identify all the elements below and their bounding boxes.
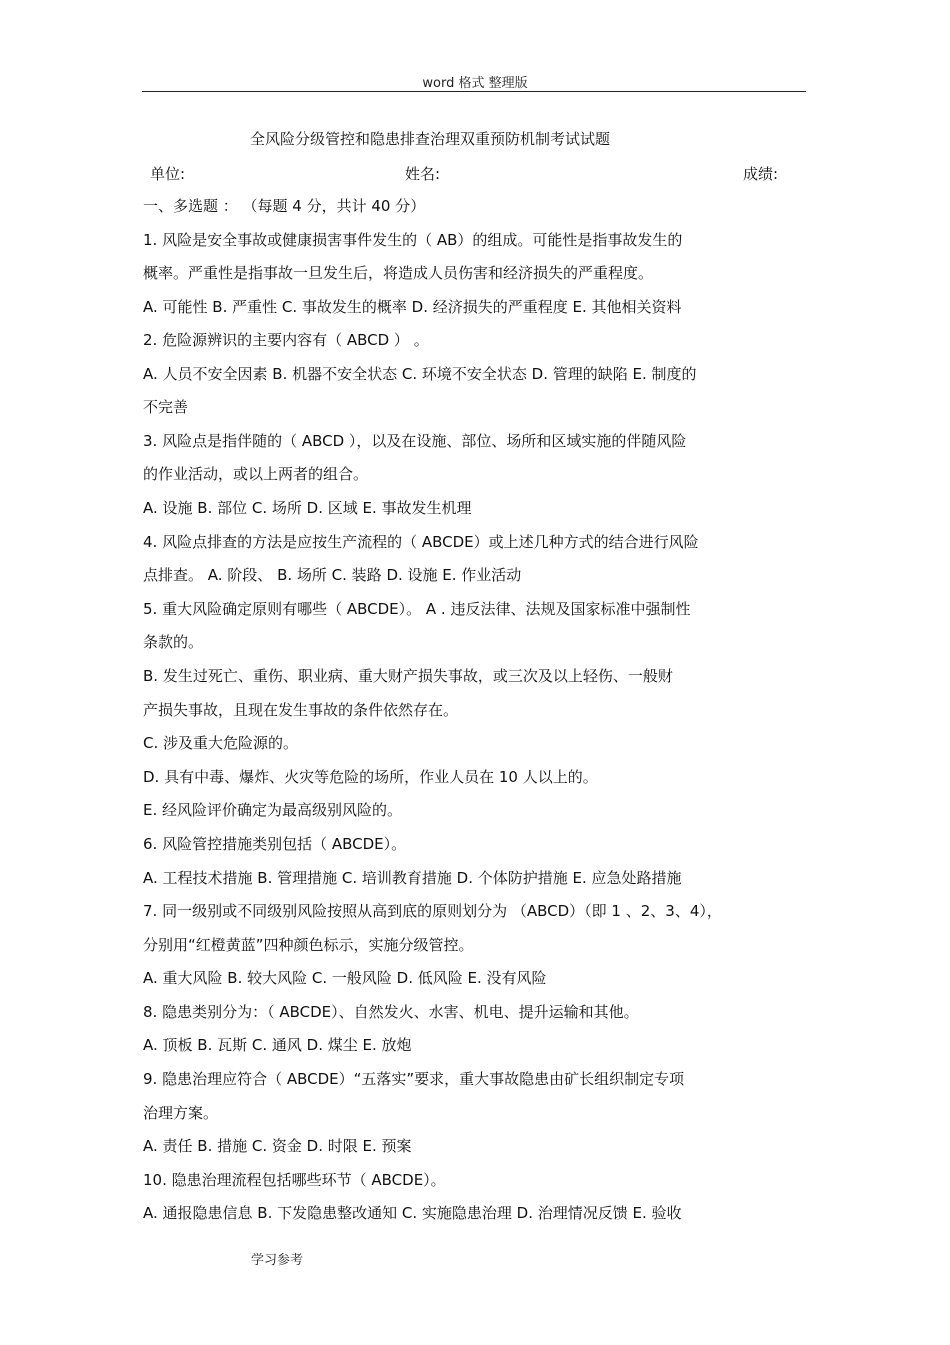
- text-line: 点排查。 A. 阶段、 B. 场所 C. 装路 D. 设施 E. 作业活动: [143, 566, 522, 584]
- unit-label: 单位:: [150, 165, 186, 183]
- text-line: A. 工程技术措施 B. 管理措施 C. 培训教育措施 D. 个体防护措施 E. 应急处路措施: [143, 869, 682, 887]
- text-line: A. 通报隐患信息 B. 下发隐患整改通知 C. 实施隐患治理 D. 治理情况反馈 E. 验收: [143, 1204, 682, 1222]
- text-line: 条款的。: [143, 633, 204, 651]
- text-line: 4. 风险点排查的方法是应按生产流程的（ ABCDE）或上述几种方式的结合进行风险: [143, 533, 699, 551]
- text-line: A. 人员不安全因素 B. 机器不安全状态 C. 环境不安全状态 D. 管理的缺陷 E. 制度的: [143, 365, 697, 383]
- header-divider: [142, 91, 806, 92]
- text-line: 9. 隐患治理应符合（ ABCDE）“五落实”要求，重大事故隐患由矿长组织制定专项: [143, 1070, 685, 1088]
- text-line: A. 重大风险 B. 较大风险 C. 一般风险 D. 低风险 E. 没有风险: [143, 969, 547, 987]
- text-line: 2. 危险源辨识的主要内容有（ ABCD ） 。: [143, 331, 429, 349]
- text-line: A. 责任 B. 措施 C. 资金 D. 时限 E. 预案: [143, 1137, 412, 1155]
- text-line: 产损失事故，且现在发生事故的条件依然存在。: [143, 701, 459, 719]
- text-line: B. 发生过死亡、重伤、职业病、重大财产损失事故，或三次及以上轻伤、一般财: [143, 667, 673, 685]
- page-title: 全风险分级管控和隐患排查治理双重预防机制考试试题: [250, 130, 611, 148]
- text-line: 一、多选题 ： （每题 4 分，共计 40 分）: [143, 197, 426, 215]
- text-line: 分别用“红橙黄蓝”四种颜色标示，实施分级管控。: [143, 936, 474, 954]
- text-line: D. 具有中毒、爆炸、火灾等危险的场所，作业人员在 10 人以上的。: [143, 768, 598, 786]
- text-line: A. 顶板 B. 瓦斯 C. 通风 D. 煤尘 E. 放炮: [143, 1036, 412, 1054]
- page-footer: 学习参考: [251, 1253, 304, 1268]
- text-line: 5. 重大风险确定原则有哪些（ ABCDE）。 A . 违反法律、法规及国家标准中强制性: [143, 600, 691, 618]
- text-line: C. 涉及重大危险源的。: [143, 734, 299, 752]
- text-line: 不完善: [143, 398, 189, 416]
- text-line: A. 可能性 B. 严重性 C. 事故发生的概率 D. 经济损失的严重程度 E. 其他相关资料: [143, 298, 682, 316]
- text-line: 7. 同一级别或不同级别风险按照从高到底的原则划分为 （ABCD）（即 1 、2、3、4），: [143, 902, 722, 920]
- text-line: 的作业活动，或以上两者的组合。: [143, 465, 369, 483]
- text-line: 1. 风险是安全事故或健康损害事件发生的（ AB）的组成。可能性是指事故发生的: [143, 231, 683, 249]
- text-line: 6. 风险管控措施类别包括（ ABCDE）。: [143, 835, 407, 853]
- page-header: word 格式 整理版: [422, 76, 528, 91]
- score-label: 成绩:: [743, 165, 779, 183]
- text-line: 8. 隐患类别分为：（ ABCDE）、自然发火、水害、机电、提升运输和其他。: [143, 1003, 639, 1021]
- text-line: 治理方案。: [143, 1104, 219, 1122]
- text-line: 3. 风险点是指伴随的（ ABCD ），以及在设施、部位、场所和区域实施的伴随风险: [143, 432, 687, 450]
- text-line: E. 经风险评价确定为最高级别风险的。: [143, 801, 403, 819]
- text-line: 10. 隐患治理流程包括哪些环节（ ABCDE）。: [143, 1171, 446, 1189]
- text-line: A. 设施 B. 部位 C. 场所 D. 区域 E. 事故发生机理: [143, 499, 472, 517]
- text-line: 概率。严重性是指事故一旦发生后，将造成人员伤害和经济损失的严重程度。: [143, 264, 654, 282]
- name-label: 姓名:: [405, 165, 441, 183]
